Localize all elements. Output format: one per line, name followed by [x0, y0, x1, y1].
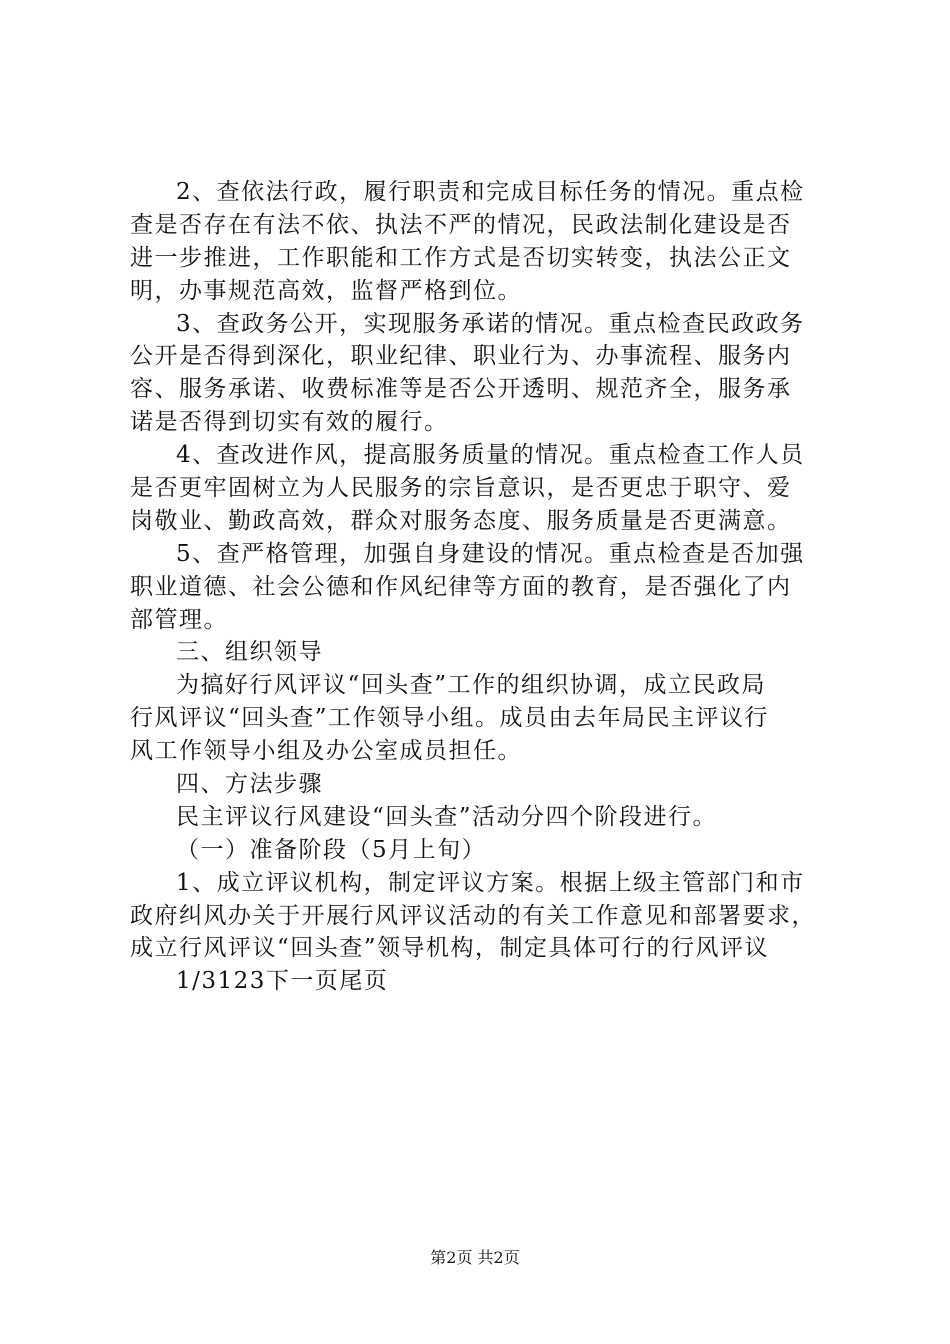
text-line: 部管理。 [130, 606, 228, 633]
page-footer: 第2页 共2页 [430, 1248, 520, 1267]
text-line: 是否更牢固树立为人民服务的宗旨意识，是否更忠于职守、爱 [130, 475, 792, 502]
text-line: （一）准备阶段（5月上旬） [176, 836, 487, 863]
text-line: 诺是否得到切实有效的履行。 [130, 409, 449, 436]
text-line: 5、查严格管理，加强自身建设的情况。重点检查是否加强 [176, 540, 805, 567]
text-line: 1/3123下一页尾页 [176, 968, 389, 995]
text-line: 岗敬业、勤政高效，群众对服务态度、服务质量是否更满意。 [130, 507, 792, 534]
text-line: 明，办事规范高效，监督严格到位。 [130, 277, 522, 304]
document-body [130, 176, 830, 998]
text-line: 容、服务承诺、收费标准等是否公开透明、规范齐全，服务承 [130, 376, 792, 403]
text-line: 进一步推进，工作职能和工作方式是否切实转变，执法公正文 [130, 244, 792, 271]
text-line: 行风评议“回头查”工作领导小组。成员由去年局民主评议行 [130, 705, 770, 732]
text-line: 政府纠风办关于开展行风评议活动的有关工作意见和部署要求， [130, 902, 816, 929]
text-line: 1、成立评议机构，制定评议方案。根据上级主管部门和市 [176, 869, 805, 896]
text-line: 公开是否得到深化，职业纪律、职业行为、办事流程、服务内 [130, 343, 792, 370]
text-line: 成立行风评议“回头查”领导机构，制定具体可行的行风评议 [130, 935, 770, 962]
text-line: 2、查依法行政，履行职责和完成目标任务的情况。重点检 [176, 179, 805, 205]
text-line: 职业道德、社会公德和作风纪律等方面的教育，是否强化了内 [130, 573, 792, 600]
text-line: 查是否存在有法不依、执法不严的情况，民政法制化建设是否 [130, 211, 792, 238]
text-line: 民主评议行风建设“回头查”活动分四个阶段进行。 [176, 803, 718, 830]
text-line: 风工作领导小组及办公室成员担任。 [130, 738, 522, 765]
text-line: 为搞好行风评议“回头查”工作的组织协调，成立民政局 [176, 672, 767, 699]
text-line: 4、查改进作风，提高服务质量的情况。重点检查工作人员 [176, 442, 805, 469]
text-line: 四、方法步骤 [176, 771, 323, 798]
text-line: 3、查政务公开，实现服务承诺的情况。重点检查民政政务 [176, 310, 805, 337]
text-line: 三、组织领导 [176, 639, 323, 666]
